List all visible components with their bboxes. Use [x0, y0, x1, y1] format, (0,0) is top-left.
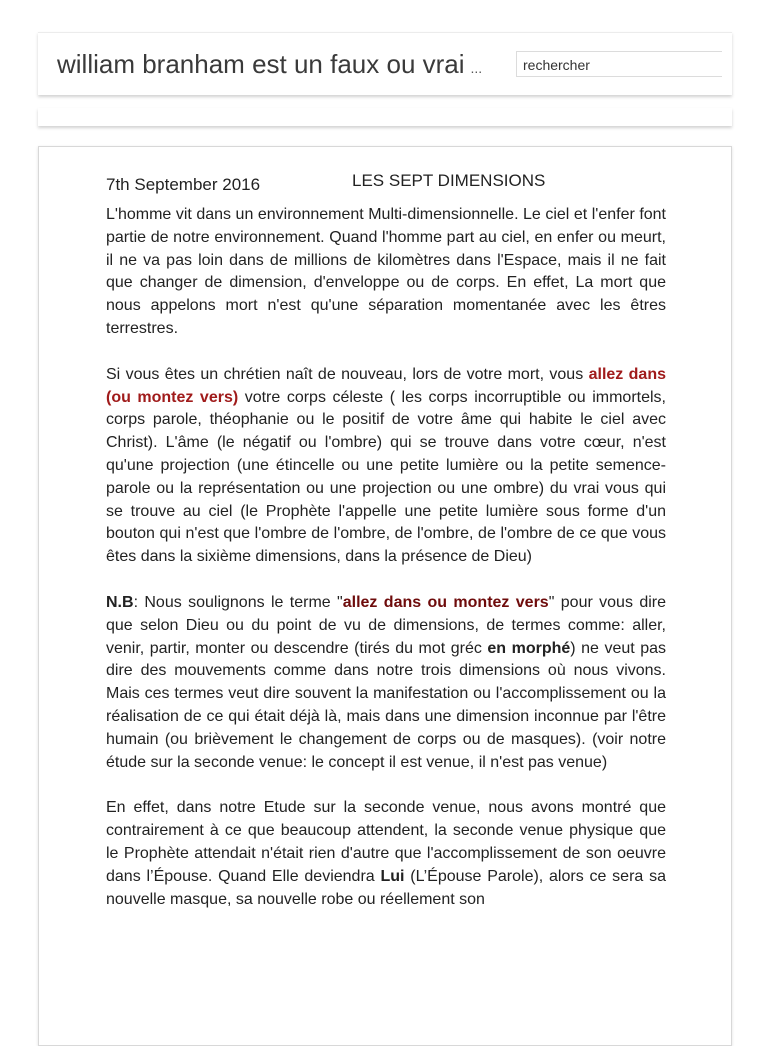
blog-header: [38, 32, 732, 95]
paragraph-3-text-e: ) ne veut pas dire des mouvements comme dans notre trois dimensions où nous vivons. Mais ces termes veut dire souvent la manifestation ou l'accomplissement ou la réalisation de ce qui était déjà là, mais dans une dimension inconnue par l'être humain (ou brièvement le changement de corps ou de masques). (voir notre étude sur la seconde venue: le concept il est venue, il n'est pas venue): [106, 639, 667, 771]
paragraph-3-text-c: " pour vous dire que selon Dieu ou du point de vu de dimensions, de termes comme: aller, venir, partir, monter ou descendre (tirés du mot gréc: [106, 593, 667, 657]
highlight-allez-dans: allez dans (ou montez vers): [106, 365, 667, 406]
post-date: 7th September 2016: [106, 175, 261, 194]
paragraph-4-text-a: En effet, dans notre Etude sur la seconde venue, nous avons montré que contrairement à ce que beaucoup attendent, la seconde venue physique que le Prophète attendait n'était rien d'autre que l'accomplissement de son oeuvre dans l’Épouse. Quand Elle deviendra: [106, 799, 666, 885]
paragraph-1-text: L'homme vit dans un environnement Multi-dimensionnelle. Le ciel et l'enfer font partie de notre environnement. Quand l'homme part au ciel, en enfer ou meurt, il ne va pas loin dans de millions de kilomètres dans l'Espace, mais il ne fait que changer de dimension, d'enveloppe ou de corps. En effet, La mort que nous appelons mort n'est qu'une séparation momentanée avec les êtres terrestres.: [106, 206, 666, 337]
post-body: [106, 204, 666, 934]
bold-lui: Lui: [380, 867, 405, 885]
paragraph-2-text-a: Si vous êtes un chrétien naît de nouveau, lors de votre mort, vous: [106, 365, 589, 383]
post-paragraph-1: [106, 204, 666, 341]
nb-label: N.B: [106, 593, 134, 611]
post-container: [38, 146, 732, 1046]
highlight-term: allez dans ou montez vers: [342, 593, 549, 611]
page-tab-bar: [38, 108, 732, 126]
paragraph-2-text-c: votre corps céleste ( les corps incorruptible ou immortels, corps parole, théophanie ou le positif de votre âme qui habite le ciel avec Christ). L'âme (le négatif ou l'ombre) qui se trouve dans votre cœur, n'est qu'une projection (une étincelle ou une petite lumière ou la petite semence-parole ou la représentation ou une projection ou une ombre) du vrai vous qui se trouve au ciel (le Prophète l'appelle une petite lumière sous forme d'un bouton qui n'est que l'ombre de l'ombre, de l'ombre, de l'ombre de ce que vous êtes dans la sixième dimensions, dans la présence de Dieu): [106, 388, 666, 566]
paragraph-4-text-c: (L’Épouse Parole), alors ce sera sa nouvelle masque, sa nouvelle robe ou réellement son: [106, 867, 667, 908]
search-input[interactable]: [516, 51, 722, 77]
post-paragraph-4: [106, 797, 666, 911]
blog-title[interactable]: [57, 47, 507, 85]
post-paragraph-2: [106, 364, 666, 569]
post-paragraph-3: [106, 592, 666, 774]
blog-title-ellipsis: ...: [470, 60, 483, 76]
blog-title-text[interactable]: william branham est un faux ou vrai: [57, 49, 465, 79]
paragraph-3-text-a: : Nous soulignons le terme ": [133, 593, 343, 611]
bold-en-morphe: en morphé: [487, 639, 571, 657]
post-title[interactable]: LES SEPT DIMENSIONS: [352, 171, 546, 190]
